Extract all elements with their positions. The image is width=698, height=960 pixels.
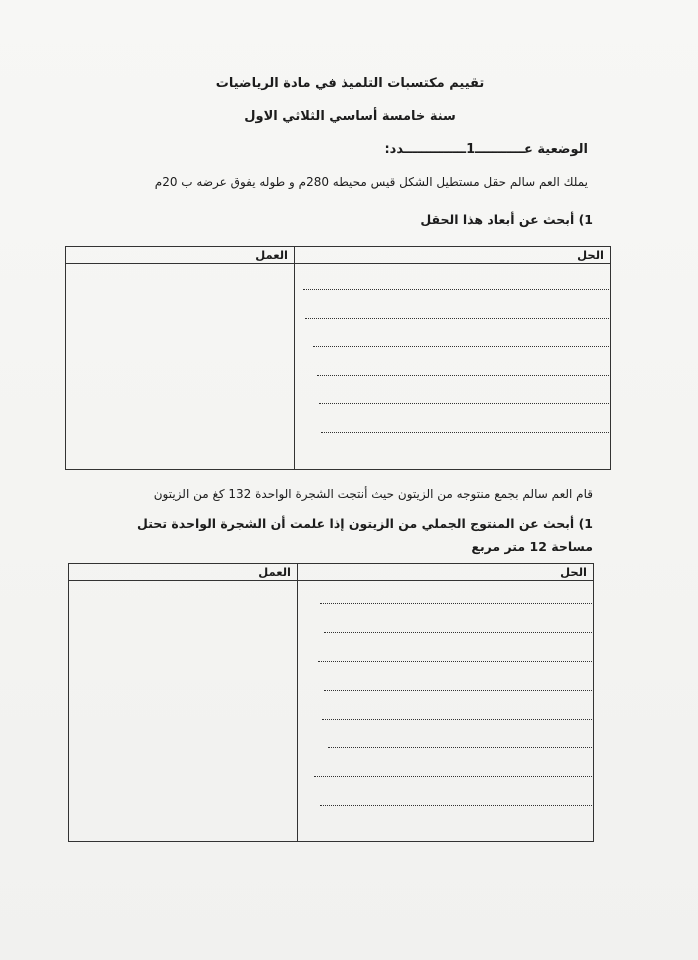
worksheet-subtitle: سنة خامسة أساسي الثلاثي الاول [244,109,456,124]
answer-dotted-line [322,719,594,720]
answer-dotted-line [319,403,609,404]
answer-dotted-line [318,661,594,662]
worksheet-title: تقييم مكتسبات التلميذ في مادة الرياضيات [215,76,485,91]
problem2-question: 1) أبحث عن المنتوج الجملي من الزيتون إذا علمت أن الشجرة الواحدة تحتل مساحة 12 متر مربع [137,516,593,554]
answer-dotted-line [314,776,594,777]
solution-area[interactable] [295,264,611,470]
answer-dotted-line [313,346,609,347]
solution-column-header: الحل [298,564,594,581]
answer-dotted-line [305,318,609,319]
work-area[interactable] [66,264,295,470]
problem1-question: 1) أبحث عن أبعاد هذا الحقل [420,212,593,227]
answer-dotted-line [320,805,594,806]
solution-column-header: الحل [295,247,611,264]
work-column-header: العمل [69,564,298,581]
problem2-statement: قام العم سالم بجمع منتوجه من الزيتون حيث أنتجت الشجرة الواحدة 132 كغ من الزيتون [153,487,593,501]
answer-dotted-line [303,289,609,290]
answer-dotted-line [317,375,609,376]
work-column-header: العمل [66,247,295,264]
situation-label: الوضعية عـــــــــــ1ــــــــــــــدد: [384,142,588,157]
answer-dotted-line [321,432,609,433]
answer-dotted-line [328,747,594,748]
answer-table-1 [65,246,611,470]
work-area[interactable] [69,581,298,842]
answer-dotted-line [324,632,594,633]
solution-area[interactable] [298,581,594,842]
answer-dotted-line [324,690,594,691]
answer-table-2 [68,563,594,842]
problem1-statement: يملك العم سالم حقل مستطيل الشكل قيس محيطه 280م و طوله يفوق عرضه ب 20م [154,175,588,189]
answer-dotted-line [320,603,594,604]
